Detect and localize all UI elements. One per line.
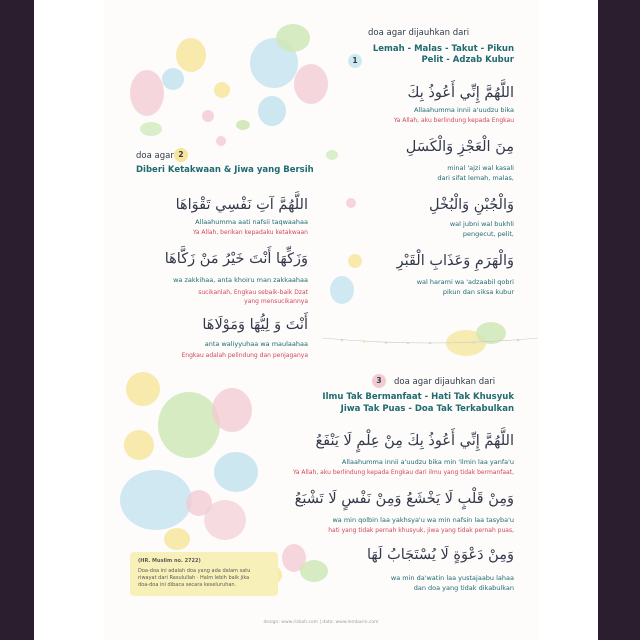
section-1-meaning-4: pikun dan siksa kubur [442, 288, 514, 296]
section-3-meaning-1: Ya Allah, aku berlindung kepada Engkau dari ilmu yang tidak bermanfaat, [292, 469, 514, 476]
section-1-intro: doa agar dijauhkan dari [368, 28, 470, 38]
section-3-latin-1: Allaahumma innii a'uudzu bika min 'ilmin laa yanfa'u [341, 458, 514, 466]
section-3-arabic-3: وَمِنْ دَعْوَةٍ لَا يُسْتَجَابُ لَهَا [366, 547, 514, 563]
section-1-latin-3: wal jubni wal bukhli [449, 220, 514, 228]
section-2-heading: Diberi Ketakwaan & Jiwa yang Bersih [136, 165, 314, 175]
footer-credits: design: www.rizkah.com | data: www.lembarin.com [263, 620, 379, 625]
section-1-latin-1: Allaahumma innii a'uudzu bika [414, 106, 514, 114]
section-2-latin-1: Allaahumma aati nafsii taqwaahaa [195, 218, 308, 226]
section-2-latin-3: anta waliyyuhaa wa maulaahaa [204, 340, 308, 348]
section-2-meaning-2a: sucikanlah, Engkau sebaik-baik Dzat [198, 289, 308, 296]
section-3-arabic-2: وَمِنْ قَلْبٍ لَا يَخْشَعُ وَمِنْ نَفْسٍ لَا تَشْبَعُ [294, 491, 514, 507]
section-3-heading-line1: Ilmu Tak Bermanfaat - Hati Tak Khusyuk [322, 392, 514, 402]
section-1-latin-2: minal 'ajzi wal kasali [447, 164, 514, 172]
section-2-meaning-3: Engkau adalah pelindung dan penjaganya [181, 352, 308, 359]
section-1-arabic-2: مِنَ الْعَجْزِ وَالْكَسَلِ [405, 139, 514, 155]
hadith-note-line2: riwayat dari Rasulullah · Halm lebih baik jika [138, 575, 250, 581]
section-2-arabic-2: وَزَكِّهَا أَنْتَ خَيْرُ مَنْ زَكَّاهَا [164, 251, 308, 267]
section-1-meaning-2: dari sifat lemah, malas, [437, 174, 514, 182]
section-2-arabic-3: أَنْتَ وَ لِيُّهَا وَمَوْلَاهَا [202, 317, 308, 333]
hadith-note [130, 552, 278, 596]
section-3-meaning-2: hati yang tidak pernah khusyuk, jiwa yang tidak pernah puas, [328, 527, 514, 534]
hadith-source: (HR. Muslim no. 2722) [138, 558, 201, 564]
section-3-heading-line2: Jiwa Tak Puas - Doa Tak Terkabulkan [340, 404, 514, 414]
section-3-meaning-3: dan doa yang tidak dikabulkan [413, 584, 514, 592]
section-2-latin-2: wa zakkihaa, anta khoiru man zakkaahaa [173, 276, 308, 284]
section-1-arabic-3: وَالْجُبْنِ وَالْبُخْلِ [429, 197, 514, 213]
section-3-number: 3 [372, 374, 386, 388]
hadith-note-line3: doa-doa ini dibaca secara keseluruhan. [138, 582, 237, 588]
section-2-meaning-1: Ya Allah, berikan kepadaku ketakwaan [193, 229, 308, 236]
frame-right [598, 0, 640, 640]
section-2-intro: doa agar [136, 151, 174, 161]
section-3-arabic-1: اللَّهُمَّ إِنِّي أَعُوذُ بِكَ مِنْ عِلْمٍ لَا يَنْفَعُ [315, 433, 514, 449]
poster [104, 0, 538, 640]
section-1-heading-line2: Pelit - Adzab Kubur [421, 55, 514, 65]
frame-left [0, 0, 34, 640]
section-1-meaning-1: Ya Allah, aku berlindung kepada Engkau [393, 117, 514, 124]
section-1-meaning-3: pengecut, pelit, [462, 230, 514, 238]
section-1-arabic-4: وَالْهَرَمِ وَعَذَابِ الْقَبْرِ [396, 253, 514, 269]
section-3-intro: doa agar dijauhkan dari [394, 377, 496, 387]
section-1-heading-line1: Lemah - Malas - Takut - Pikun [372, 44, 514, 54]
section-1-latin-4: wal harami wa 'adzaabil qobri [416, 278, 514, 286]
hadith-note-line1: Doa-doa ini adalah doa yang ada dalam satu [138, 568, 251, 574]
section-3-latin-2: wa min qolbin laa yakhsya'u wa min nafsin laa tasyba'u [332, 516, 514, 524]
section-1-arabic-1: اللَّهُمَّ إِنِّي أَعُوذُ بِكَ [407, 85, 514, 101]
section-2-arabic-1: اللَّهُمَّ آتِ نَفْسِي تَقْوَاهَا [175, 197, 308, 213]
section-2-meaning-2b: yang mensucikannya [244, 298, 308, 305]
section-1-number: 1 [348, 54, 362, 68]
garland-divider [322, 334, 538, 348]
section-2-number: 2 [174, 148, 188, 162]
section-3-latin-3: wa min da'watin laa yustajaabu lahaa [390, 574, 514, 582]
